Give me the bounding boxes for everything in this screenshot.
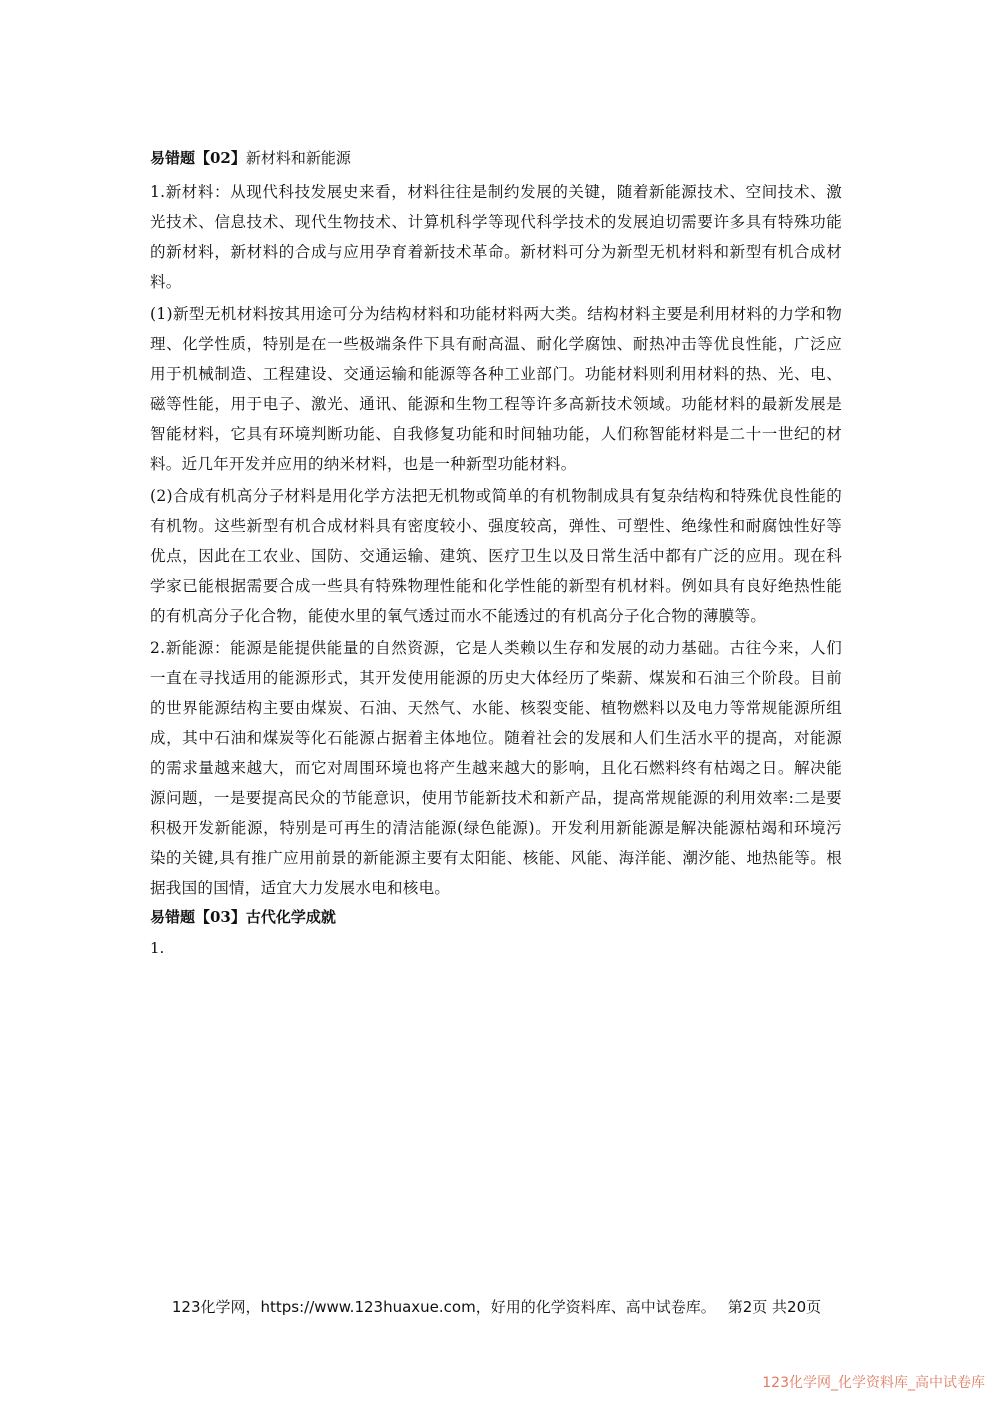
list-item-number: 1. (150, 939, 165, 957)
page-footer (0, 1296, 993, 1317)
footer-text: 123化学网，https://www.123huaxue.com，好用的化学资料库、高中试卷库。 (171, 1298, 716, 1316)
section-heading-03: 易错题【03】古代化学成就 (150, 908, 336, 926)
paragraph-organic-materials: (2)合成有机高分子材料是用化学方法把无机物或简单的有机物制成具有复杂结构和特殊优良性能的有机物。这些新型有机合成材料具有密度较小、强度较高，弹性、可塑性、绝缘性和耐腐蚀性好等优点，因此在工农业、国防、交通运输、建筑、医疗卫生以及日常生活中都有广泛的应用。现在科学家已能根据需要合成一些具有特殊物理性能和化学性能的新型有机材料。例如具有良好绝热性能的有机高分子化合物，能使水里的氧气透过而水不能透过的有机高分子化合物的薄膜等。 (150, 487, 842, 625)
paragraph-new-energy: 2.新能源：能源是能提供能量的自然资源，它是人类赖以生存和发展的动力基础。古往今来，人们一直在寻找适用的能源形式，其开发使用能源的历史大体经历了柴薪、煤炭和石油三个阶段。目前的世界能源结构主要由煤炭、石油、天然气、水能、核裂变能、植物燃料以及电力等常规能源所组成，其中石油和煤炭等化石能源占据着主体地位。随着社会的发展和人们生活水平的提高，对能源的需求量越来越大，而它对周围环境也将产生越来越大的影响，且化石燃料终有枯竭之日。解决能源问题，一是要提高民众的节能意识，使用节能新技术和新产品，提高常规能源的利用效率:二是要积极开发新能源，特别是可再生的清洁能源(绿色能源)。开发利用新能源是解决能源枯竭和环境污染的关键,具有推广应用前景的新能源主要有太阳能、核能、风能、海洋能、潮汐能、地热能等。根据我国的国情，适宜大力发展水电和核电。 (150, 639, 842, 897)
paragraph-new-materials: 1.新材料：从现代科技发展史来看，材料往往是制约发展的关键，随着新能源技术、空间技术、激光技术、信息技术、现代生物技术、计算机科学等现代科学技术的发展迫切需要许多具有特殊功能的新材料，新材料的合成与应用孕育着新技术革命。新材料可分为新型无机材料和新型有机合成材料。 (150, 183, 842, 291)
section-heading-prefix: 易错题【02】 (150, 149, 246, 167)
page-number: 第2页 共20页 (727, 1298, 822, 1316)
watermark: 123化学网_化学资料库_高中试卷库 (762, 1375, 985, 1391)
section-heading-title: 新材料和新能源 (245, 149, 351, 167)
paragraph-inorganic-materials: (1)新型无机材料按其用途可分为结构材料和功能材料两大类。结构材料主要是利用材料的力学和物理、化学性质，特别是在一些极端条件下具有耐高温、耐化学腐蚀、耐热冲击等优良性能，广泛应用于机械制造、工程建设、交通运输和能源等各种工业部门。功能材料则利用材料的热、光、电、磁等性能，用于电子、激光、通讯、能源和生物工程等许多高新技术领域。功能材料的最新发展是智能材料，它具有环境判断功能、自我修复功能和时间轴功能，人们称智能材料是二十一世纪的材料。近几年开发并应用的纳米材料，也是一种新型功能材料。 (150, 305, 842, 473)
section-heading-02 (150, 146, 842, 170)
document-body (150, 146, 842, 960)
